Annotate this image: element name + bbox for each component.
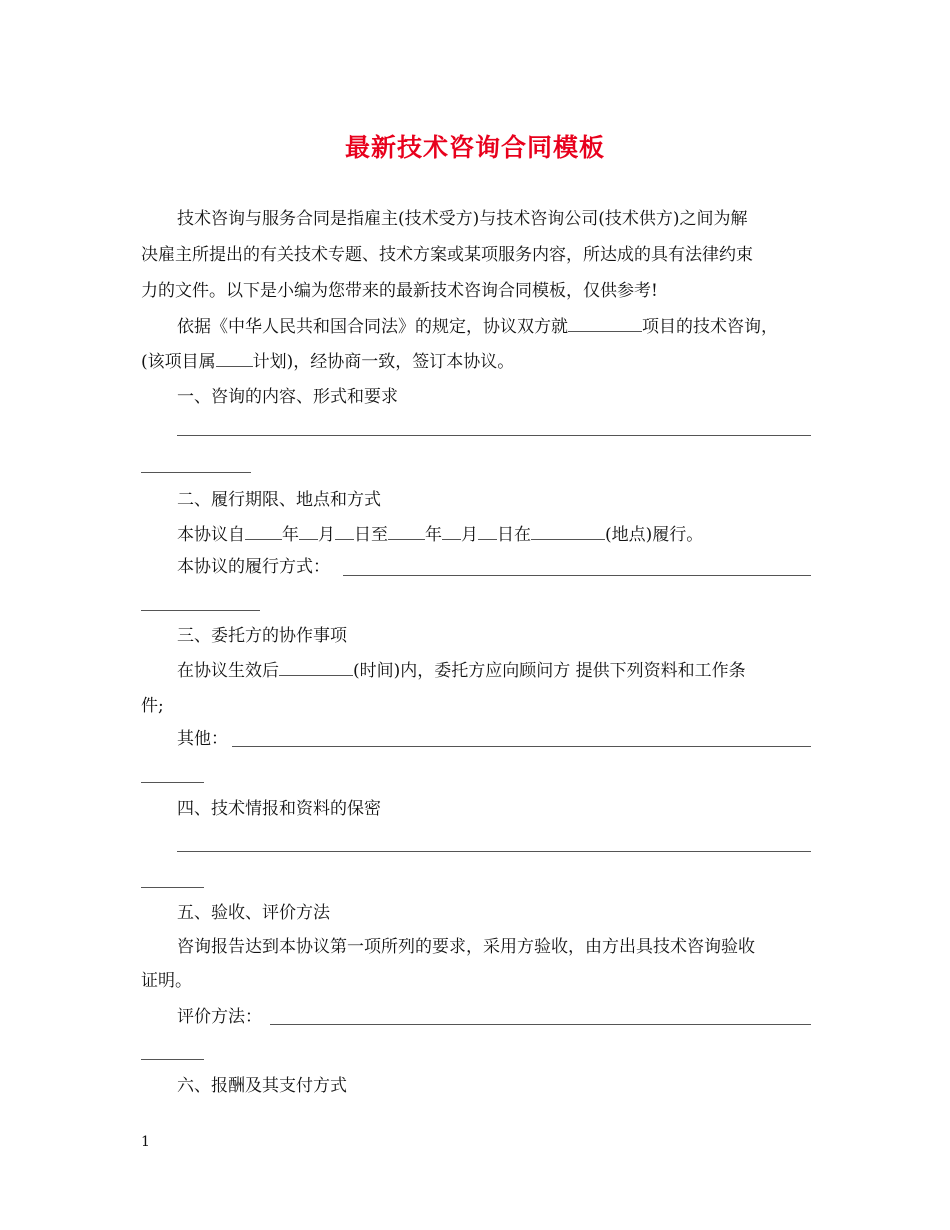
- document-title: 最新技术咨询合同模板: [344, 133, 605, 162]
- section-1-heading: 一、咨询的内容、形式和要求: [177, 387, 398, 407]
- end-day-blank[interactable]: [478, 538, 497, 540]
- method-label: 本协议的履行方式：: [177, 557, 330, 577]
- end-month-blank[interactable]: [442, 538, 461, 540]
- method-fill-line-cont[interactable]: [141, 610, 260, 611]
- basis-line-2: [141, 345, 514, 380]
- period-text-3: 日至: [354, 525, 388, 545]
- intro-line-1: 技术咨询与服务合同是指雇主(技术受方)与技术咨询公司(技术供方)之间为解: [177, 209, 748, 229]
- page-number: 1: [141, 1134, 150, 1150]
- acceptance-line-2: 证明。: [141, 971, 192, 991]
- period-text-7: (地点)履行。: [605, 525, 704, 545]
- period-text-2: 月: [318, 525, 335, 545]
- cooperation-text-b: (时间)内，委托方应向顾问方 提供下列资料和工作条: [353, 661, 746, 681]
- basis-text-a: 依据《中华人民共和国合同法》的规定，协议双方就: [177, 317, 568, 337]
- section-4-heading: 四、技术情报和资料的保密: [177, 799, 381, 819]
- basis-text-c: (该项目属: [141, 352, 216, 372]
- other-label: 其他：: [177, 729, 228, 749]
- start-month-blank[interactable]: [299, 538, 318, 540]
- period-text-6: 日在: [497, 525, 531, 545]
- eval-label: 评价方法：: [177, 1007, 262, 1027]
- intro-line-2: 决雇主所提出的有关技术专题、技术方案或某项服务内容，所达成的具有法律约束: [141, 245, 753, 265]
- section-3-heading: 三、委托方的协作事项: [177, 626, 347, 646]
- section-4-fill-line[interactable]: [177, 851, 811, 852]
- eval-fill-line-cont[interactable]: [141, 1059, 204, 1060]
- basis-line-1: [177, 310, 778, 345]
- section-2-heading: 二、履行期限、地点和方式: [177, 490, 381, 510]
- section-4-fill-line-cont[interactable]: [141, 887, 204, 888]
- section-1-fill-line-cont[interactable]: [141, 472, 251, 473]
- period-text-4: 年: [425, 525, 442, 545]
- basis-text-b: 项目的技术咨询，: [642, 317, 778, 337]
- place-blank[interactable]: [531, 538, 605, 540]
- period-text-1: 年: [282, 525, 299, 545]
- basis-text-d: 计划)，经协商一致，签订本协议。: [252, 352, 515, 372]
- cooperation-line-1: [177, 654, 746, 689]
- section-1-fill-line[interactable]: [177, 435, 811, 436]
- other-fill-line[interactable]: [232, 746, 811, 747]
- start-year-blank[interactable]: [245, 538, 282, 540]
- plan-blank[interactable]: [216, 365, 253, 367]
- other-fill-line-cont[interactable]: [141, 782, 204, 783]
- project-blank[interactable]: [568, 330, 642, 332]
- start-day-blank[interactable]: [335, 538, 354, 540]
- cooperation-text-a: 在协议生效后: [177, 661, 279, 681]
- end-year-blank[interactable]: [388, 538, 425, 540]
- section-6-heading: 六、报酬及其支付方式: [177, 1076, 347, 1096]
- intro-line-3: 力的文件。以下是小编为您带来的最新技术咨询合同模板，仅供参考!: [141, 281, 658, 301]
- cooperation-line-2: 件;: [141, 696, 164, 716]
- period-line: [177, 518, 703, 553]
- eval-fill-line[interactable]: [270, 1024, 811, 1025]
- acceptance-line-1: 咨询报告达到本协议第一项所列的要求，采用方验收，由方出具技术咨询验收: [177, 937, 755, 957]
- period-text-5: 月: [461, 525, 478, 545]
- section-5-heading: 五、验收、评价方法: [177, 903, 330, 923]
- method-fill-line[interactable]: [343, 575, 811, 576]
- time-blank[interactable]: [279, 674, 353, 676]
- period-text-0: 本协议自: [177, 525, 245, 545]
